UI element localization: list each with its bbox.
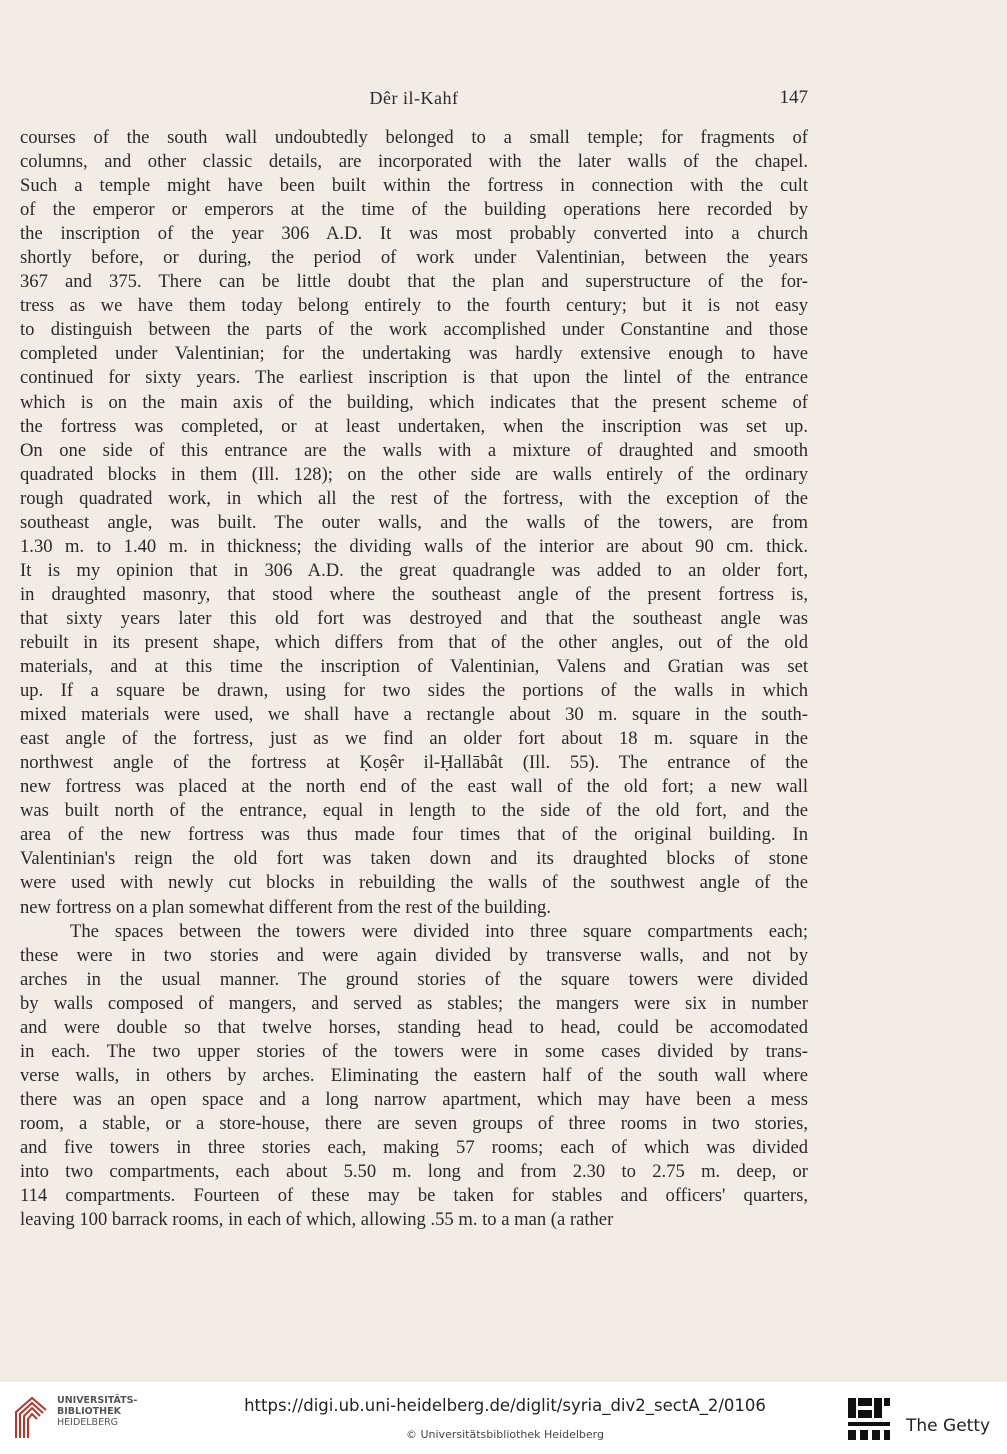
text-line: It is my opinion that in 306 A.D. the great quadrangle was added to an older fort, — [20, 559, 808, 581]
library-name: UNIVERSITÄTS- BIBLIOTHEK HEIDELBERG — [57, 1395, 138, 1428]
text-line: these were in two stories and were again divided by transverse walls, and not by — [20, 944, 808, 966]
text-line: courses of the south wall undoubtedly belonged to a small temple; for fragments of — [20, 127, 808, 148]
text-line: mixed materials were used, we shall have a rectangle about 30 m. square in the south- — [20, 704, 808, 726]
text-line: On one side of this entrance are the walls with a mixture of draughted and smooth — [20, 439, 808, 461]
text-line: were used with newly cut blocks in rebuilding the walls of the southwest angle of the — [20, 872, 808, 894]
text-line: arches in the usual manner. The ground stories of the square towers were divided — [20, 968, 808, 990]
text-line: materials, and at this time the inscription of Valentinian, Valens and Gratian was set — [20, 656, 808, 678]
viewer-footer — [0, 1382, 1007, 1454]
text-line: new fortress was placed at the north end of the east wall of the old fort; a new wall — [20, 776, 808, 798]
text-line: in each. The two upper stories of the towers were in some cases divided by trans- — [20, 1040, 808, 1062]
text-line: in draughted masonry, that stood where the southeast angle of the present fortress is, — [20, 583, 808, 605]
text-line: 114 compartments. Fourteen of these may be taken for stables and officers' quarters, — [20, 1185, 808, 1207]
text-line: shortly before, or during, the period of work under Valentinian, between the years — [20, 247, 808, 269]
text-line: the inscription of the year 306 A.D. It was most probably converted into a church — [20, 223, 808, 245]
text-line: room, a stable, or a store-house, there are seven groups of three rooms in two stories, — [20, 1112, 808, 1134]
text-line: into two compartments, each about 5.50 m. long and from 2.30 to 2.75 m. deep, or — [20, 1161, 808, 1183]
text-line: rough quadrated work, in which all the rest of the fortress, with the exception of the — [20, 487, 808, 509]
text-line: continued for sixty years. The earliest inscription is that upon the lintel of the entrance — [20, 367, 808, 389]
paragraph-2 — [20, 920, 808, 1233]
copyright-notice: © Universitätsbibliothek Heidelberg — [405, 1428, 604, 1441]
text-line: 367 and 375. There can be little doubt that the plan and superstructure of the for- — [20, 271, 808, 293]
text-line: The spaces between the towers were divided into three square compartments each; — [70, 920, 808, 942]
text-line: by walls composed of mangers, and served as stables; the mangers were six in number — [20, 992, 808, 1014]
text-line: there was an open space and a long narrow apartment, which may have been a mess — [20, 1088, 808, 1110]
running-title: Dêr il-Kahf — [369, 88, 459, 108]
text-line: columns, and other classic details, are incorporated with the later walls of the chapel. — [20, 151, 808, 173]
text-line: completed under Valentinian; for the undertaking was hardly extensive enough to have — [20, 343, 808, 365]
paragraph-1 — [20, 126, 808, 920]
ub-heidelberg-logo-icon — [10, 1394, 50, 1442]
text-line: northwest angle of the fortress at Ḳoṣêr il-Ḥallābât (Ill. 55). The entrance of the — [20, 752, 808, 774]
permalink-url[interactable]: https://digi.ub.uni-heidelberg.de/diglit/syria_div2_sectA_2/0106 — [244, 1396, 766, 1415]
text-line: up. If a square be drawn, using for two sides the portions of the walls in which — [20, 680, 808, 702]
running-head — [20, 84, 808, 112]
body-text — [20, 126, 808, 1232]
text-line: and five towers in three stories each, making 57 rooms; each of which was divided — [20, 1136, 808, 1158]
text-line: which is on the main axis of the building, which indicates that the present scheme of — [20, 391, 808, 413]
text-line: of the emperor or emperors at the time of the building operations here recorded by — [20, 199, 808, 221]
text-line: 1.30 m. to 1.40 m. in thickness; the dividing walls of the interior are about 90 cm. thick. — [20, 535, 808, 557]
text-line: the fortress was completed, or at least undertaken, when the inscription was set up. — [20, 415, 808, 437]
text-line: tress as we have them today belong entirely to the fourth century; but it is not easy — [20, 295, 808, 317]
getty-label: The Getty — [906, 1416, 991, 1436]
text-line: and were double so that twelve horses, standing head to head, could be accomodated — [20, 1016, 808, 1038]
text-line: leaving 100 barrack rooms, in each of which, allowing .55 m. to a man (a rather — [20, 1209, 614, 1231]
text-line: verse walls, in others by arches. Eliminating the eastern half of the south wall where — [20, 1064, 808, 1086]
text-line: was built north of the entrance, equal in length to the side of the old fort, and the — [20, 800, 808, 822]
text-line: Such a temple might have been built within the fortress in connection with the cult — [20, 175, 808, 197]
text-line: to distinguish between the parts of the work accomplished under Constantine and those — [20, 319, 808, 341]
text-line: rebuilt in its present shape, which differs from that of the other angles, out of the old — [20, 631, 808, 653]
text-line: new fortress on a plan somewhat different from the rest of the building. — [20, 896, 551, 918]
getty-logo-icon — [846, 1396, 892, 1442]
page-number: 147 — [779, 87, 808, 108]
text-line: quadrated blocks in them (Ill. 128); on the other side are walls entirely of the ordinary — [20, 463, 808, 485]
text-line: east angle of the fortress, just as we find an older fort about 18 m. square in the — [20, 728, 808, 750]
text-line: area of the new fortress was thus made four times that of the original building. In — [20, 824, 808, 846]
text-line: that sixty years later this old fort was destroyed and that the southeast angle was — [20, 607, 808, 629]
text-line: Valentinian's reign the old fort was taken down and its draughted blocks of stone — [20, 848, 808, 870]
text-line: southeast angle, was built. The outer walls, and the walls of the towers, are from — [20, 511, 808, 533]
